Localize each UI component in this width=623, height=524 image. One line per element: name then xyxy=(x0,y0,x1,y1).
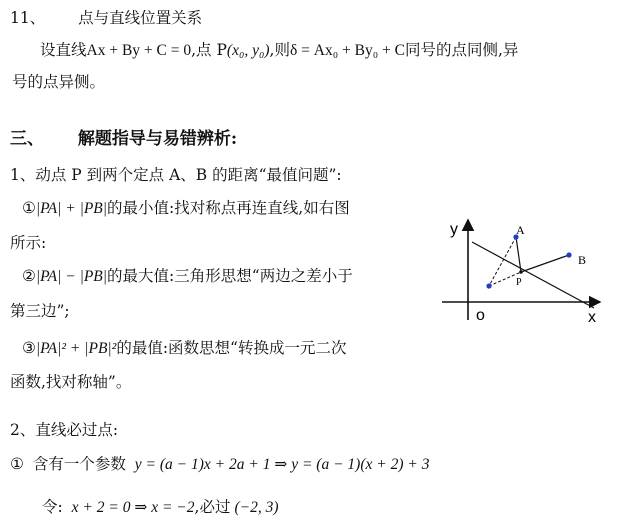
point-b-label: B xyxy=(578,253,587,267)
part-1-item-1 xyxy=(22,198,350,219)
part-2-item-2 xyxy=(42,497,279,518)
point-p-label: P xyxy=(516,277,522,288)
fixed-point: (−2, 3) xyxy=(234,499,279,516)
item-text: 的最小值:找对称点再连直线,如右图 xyxy=(107,199,350,217)
reflection-diagram xyxy=(436,212,606,324)
square-sum-expression: |PA|² + |PB|² xyxy=(35,340,117,357)
part-1-intro: 1、动点 P 到两个定点 A、B 的距离“最值问题”: xyxy=(10,166,342,184)
part-1-item-3 xyxy=(22,338,346,359)
item-marker: ② xyxy=(22,267,36,285)
part-2-intro: 2、直线必过点: xyxy=(10,421,119,439)
point-coordinates: (x₀, y₀) xyxy=(226,42,270,59)
line-equation: Ax + By + C = 0 xyxy=(86,42,192,59)
section-11-heading xyxy=(10,8,202,28)
section-title: 点与直线位置关系 xyxy=(78,9,203,27)
section-title: 解题指导与易错辨析: xyxy=(77,129,238,149)
text-fragment: 同号的点同侧,异 xyxy=(404,41,519,59)
point-line-relation-text xyxy=(40,40,518,61)
point-p-dot xyxy=(519,270,523,274)
section-number: 三、 xyxy=(10,129,44,149)
part-1-item-2-cont: 第三边”; xyxy=(10,302,70,320)
item-text: 含有一个参数 xyxy=(32,455,126,473)
section-3-heading xyxy=(10,129,237,149)
difference-expression: |PA| − |PB| xyxy=(35,268,108,285)
part-1-item-1-cont: 所示: xyxy=(10,234,47,252)
origin-label: o xyxy=(476,307,485,324)
point-b-dot xyxy=(566,252,571,257)
item-text: 的最值:函数思想“转换成一元二次 xyxy=(116,339,347,357)
item-text: 的最大值:三角形思想“两边之差小于 xyxy=(107,267,353,285)
x-axis-label: x xyxy=(588,309,596,324)
point-a-reflection-dot xyxy=(486,283,491,288)
delta-expression: δ = Ax₀ + By₀ + C xyxy=(289,42,405,59)
item-text: ,必过 xyxy=(194,498,231,516)
section-number: 11、 xyxy=(10,9,46,27)
point-line-relation-text-cont: 号的点异侧。 xyxy=(12,73,106,91)
item-marker: ① xyxy=(10,455,24,473)
part-1-item-2 xyxy=(22,266,353,287)
reflection-line xyxy=(472,242,594,308)
segment-a-reflection xyxy=(489,237,516,286)
parametric-line-expression: y = (a − 1)x + 2a + 1 ⇒ y = (a − 1)(x + 2) + 3 xyxy=(134,456,430,473)
item-lead: 令: xyxy=(42,498,63,516)
text-fragment: 设直线 xyxy=(40,41,87,59)
point-a-label: A xyxy=(516,223,525,237)
item-marker: ③ xyxy=(22,339,36,357)
y-axis-label: y xyxy=(450,221,458,238)
part-2-item-1 xyxy=(10,454,429,475)
item-marker: ① xyxy=(22,199,36,217)
part-1-item-3-cont: 函数,找对称轴”。 xyxy=(10,373,132,391)
solve-expression: x + 2 = 0 ⇒ x = −2 xyxy=(71,499,195,516)
text-fragment: ,点 P xyxy=(191,41,227,59)
text-fragment: ,则 xyxy=(269,41,290,59)
sum-expression: |PA| + |PB| xyxy=(35,200,108,217)
segment-p-b xyxy=(521,255,569,272)
